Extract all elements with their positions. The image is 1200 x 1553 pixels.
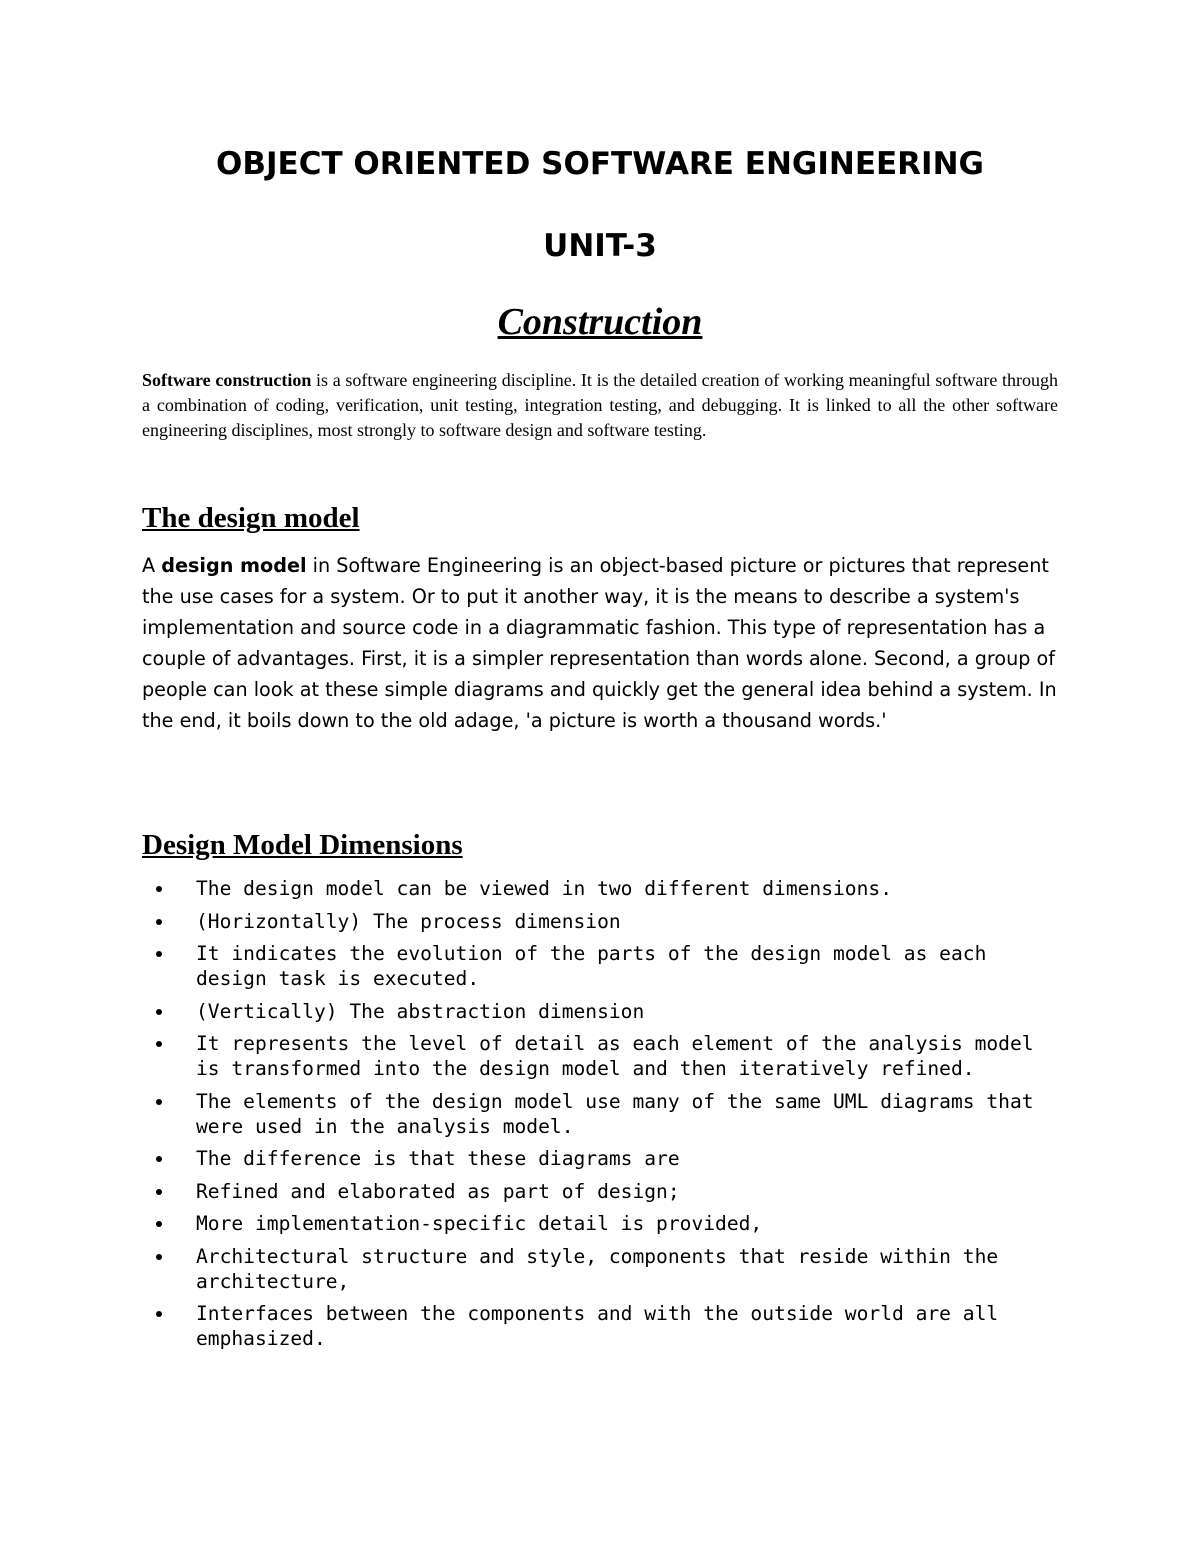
bullet-text: It indicates the evolution of the parts of the design model as each design task is executed. xyxy=(196,942,987,990)
intro-lead-bold: Software construction xyxy=(142,370,312,390)
bullet-item xyxy=(142,1244,1062,1294)
bullet-item xyxy=(142,1301,1062,1351)
bullet-text: More implementation-specific detail is provided, xyxy=(196,1212,763,1235)
bullet-item xyxy=(142,1089,1062,1139)
bullet-text: It represents the level of detail as each element of the analysis model is transformed into the design model and then iteratively refined. xyxy=(196,1032,1034,1080)
bullet-text: Interfaces between the components and with the outside world are all emphasized. xyxy=(196,1302,999,1350)
design-model-prefix: A xyxy=(142,554,162,577)
bullet-dot-icon xyxy=(156,1099,162,1105)
bullet-dot-icon xyxy=(156,1041,162,1047)
bullet-item xyxy=(142,999,1062,1024)
design-model-heading: The design model xyxy=(142,502,360,534)
dimensions-heading: Design Model Dimensions xyxy=(142,829,463,861)
bullet-dot-icon xyxy=(156,1189,162,1195)
bullet-text: The design model can be viewed in two different dimensions. xyxy=(196,877,892,900)
bullet-dot-icon xyxy=(156,919,162,925)
bullet-item xyxy=(142,1179,1062,1204)
bullet-dot-icon xyxy=(156,951,162,957)
bullet-item xyxy=(142,1031,1062,1081)
bullet-dot-icon xyxy=(156,1156,162,1162)
bullet-dot-icon xyxy=(156,1254,162,1260)
design-model-bold-term: design model xyxy=(161,554,307,577)
dimensions-bullet-list xyxy=(142,876,1062,1359)
bullet-text: (Horizontally) The process dimension xyxy=(196,909,621,933)
bullet-text: The difference is that these diagrams are xyxy=(196,1147,680,1170)
bullet-item xyxy=(142,941,1062,991)
document-title: OBJECT ORIENTED SOFTWARE ENGINEERING xyxy=(216,146,984,182)
bullet-item xyxy=(142,1146,1062,1171)
bullet-item xyxy=(142,1211,1062,1236)
section-title: Construction xyxy=(497,301,703,343)
bullet-item xyxy=(142,876,1062,901)
unit-title: UNIT-3 xyxy=(543,228,657,264)
bullet-text: Architectural structure and style, components that reside within the architecture, xyxy=(196,1244,999,1293)
bullet-text: The elements of the design model use many of the same UML diagrams that were used in the analysis model. xyxy=(196,1089,1034,1138)
bullet-item xyxy=(142,909,1062,934)
bullet-text: (Vertically) The abstraction dimension xyxy=(196,999,645,1023)
bullet-dot-icon xyxy=(156,1009,162,1015)
bullet-dot-icon xyxy=(156,1221,162,1227)
bullet-dot-icon xyxy=(156,1311,162,1317)
bullet-text: Refined and elaborated as part of design; xyxy=(196,1179,680,1203)
intro-rest: is a software engineering discipline. It is the detailed creation of working meaningful software through a combination of coding, verification, unit testing, integration testing, and debugging. It is linked to all the other software engineering disciplines, most strongly to software design and software testing. xyxy=(142,370,1058,440)
intro-paragraph xyxy=(142,368,1058,443)
bullet-dot-icon xyxy=(156,886,162,892)
design-model-paragraph xyxy=(142,550,1062,736)
design-model-rest: in Software Engineering is an object-based picture or pictures that represent the use cases for a system. Or to put it another way, it is the means to describe a system's implementation and source code in a diagrammatic fashion. This type of representation has a couple of advantages. First, it is a simpler representation than words alone. Second, a group of people can look at these simple diagrams and quickly get the general idea behind a system. In the end, it boils down to the old adage, 'a picture is worth a thousand words.' xyxy=(142,554,1057,732)
